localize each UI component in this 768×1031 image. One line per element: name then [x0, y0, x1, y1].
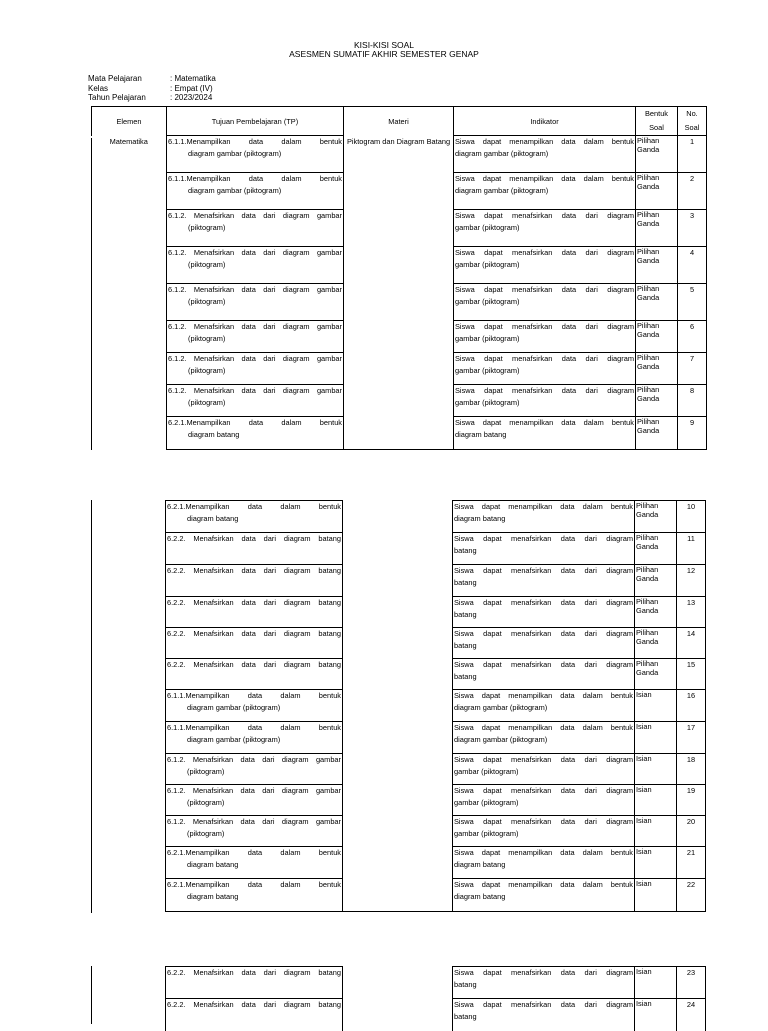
indikator-line-1: Siswa dapat menafsirkan data dari diagram	[455, 386, 634, 395]
cell-elemen	[92, 284, 167, 321]
cell-no-soal: 15	[677, 659, 706, 690]
cell-elemen	[91, 847, 166, 879]
indikator-line-2: gambar (piktogram)	[455, 397, 520, 407]
cell-tujuan-pembelajaran	[166, 999, 343, 1031]
cell-no-soal: 3	[678, 210, 707, 247]
cell-indikator	[453, 785, 635, 816]
indikator-line-1: Siswa dapat menafsirkan data dari diagram	[455, 354, 634, 363]
cell-bentuk-soal: Pilihan Ganda	[636, 136, 678, 173]
cell-elemen	[92, 353, 167, 385]
cell-bentuk-soal: Isian	[635, 879, 677, 912]
cell-tujuan-pembelajaran	[166, 754, 343, 785]
tp-line-2: diagram batang	[188, 429, 240, 439]
cell-materi	[344, 173, 454, 210]
cell-materi	[343, 999, 453, 1031]
document-title: KISI-KISI SOAL	[354, 40, 414, 50]
meta-key: Mata Pelajaran	[88, 74, 142, 83]
tp-line-1: 6.1.2. Menafsirkan data dari diagram gambar	[168, 285, 342, 294]
indikator-line-2: batang	[454, 640, 477, 650]
cell-indikator	[453, 628, 635, 659]
indikator-line-1: Siswa dapat menampilkan data dalam bentuk	[454, 502, 633, 511]
tp-line-2: diagram batang	[187, 513, 239, 523]
cell-elemen	[91, 659, 166, 690]
table-row	[91, 659, 706, 690]
tp-line-1: 6.1.2. Menafsirkan data dari diagram gambar	[168, 211, 342, 220]
cell-indikator	[453, 659, 635, 690]
indikator-line-2: gambar (piktogram)	[455, 222, 520, 232]
table-header	[92, 107, 707, 136]
cell-tujuan-pembelajaran	[166, 533, 343, 565]
cell-materi	[344, 385, 454, 417]
cell-materi	[343, 628, 453, 659]
cell-tujuan-pembelajaran	[166, 722, 343, 754]
cell-tujuan-pembelajaran	[166, 847, 343, 879]
indikator-line-2: diagram gambar (piktogram)	[455, 148, 549, 158]
indikator-line-2: gambar (piktogram)	[455, 259, 520, 269]
table-row	[91, 785, 706, 816]
meta-key: Kelas	[88, 83, 109, 93]
table-row	[91, 816, 706, 847]
cell-elemen	[92, 210, 167, 247]
cell-indikator	[454, 417, 636, 450]
cell-bentuk-soal: Pilihan Ganda	[635, 659, 677, 690]
cell-indikator	[453, 533, 635, 565]
tp-line-1: 6.1.1.Menampilkan data dalam bentuk	[167, 723, 341, 732]
tp-line-2: (piktogram)	[187, 766, 225, 776]
kisi-table-page-2	[91, 500, 706, 912]
cell-materi	[343, 722, 453, 754]
table-body	[91, 967, 706, 1031]
cell-materi	[343, 533, 453, 565]
cell-materi	[343, 501, 453, 533]
cell-bentuk-soal: Isian	[635, 754, 677, 785]
tp-line-2: diagram batang	[187, 891, 239, 901]
tp-line-2: (piktogram)	[188, 365, 226, 375]
cell-elemen	[92, 385, 167, 417]
cell-no-soal: 17	[677, 722, 706, 754]
cell-bentuk-soal: Isian	[635, 967, 677, 999]
cell-indikator	[453, 967, 635, 999]
indikator-line-2: batang	[454, 1011, 477, 1021]
cell-materi	[343, 690, 453, 722]
cell-tujuan-pembelajaran	[166, 785, 343, 816]
table-row	[92, 417, 707, 450]
cell-indikator	[453, 754, 635, 785]
cell-tujuan-pembelajaran	[167, 417, 344, 450]
kisi-table-page-3	[91, 966, 706, 1031]
tp-line-1: 6.2.1.Menampilkan data dalam bentuk	[167, 880, 341, 889]
cell-materi	[343, 879, 453, 912]
cell-materi	[343, 659, 453, 690]
indikator-line-1: Siswa dapat menafsirkan data dari diagram	[454, 968, 633, 977]
cell-indikator	[454, 321, 636, 353]
indikator-line-2: batang	[454, 671, 477, 681]
cell-elemen	[91, 565, 166, 597]
indikator-line-1: Siswa dapat menampilkan data dalam bentuk	[454, 848, 633, 857]
cell-tujuan-pembelajaran	[167, 136, 344, 173]
indikator-line-1: Siswa dapat menafsirkan data dari diagram	[455, 285, 634, 294]
header-tp: Tujuan Pembelajaran (TP)	[167, 107, 344, 136]
table-row	[92, 353, 707, 385]
cell-tujuan-pembelajaran	[166, 879, 343, 912]
cell-bentuk-soal: Pilihan Ganda	[635, 628, 677, 659]
cell-no-soal: 21	[677, 847, 706, 879]
cell-indikator	[453, 565, 635, 597]
cell-materi	[344, 321, 454, 353]
cell-no-soal: 19	[677, 785, 706, 816]
tp-line-1: 6.1.1.Menampilkan data dalam bentuk	[167, 691, 341, 700]
cell-no-soal: 4	[678, 247, 707, 284]
table-row	[92, 136, 707, 173]
cell-bentuk-soal: Pilihan Ganda	[635, 597, 677, 628]
cell-indikator	[454, 353, 636, 385]
tp-line-1: 6.2.2. Menafsirkan data dari diagram batang	[167, 566, 341, 575]
header-no-line: No.	[686, 109, 698, 118]
cell-materi	[343, 785, 453, 816]
cell-bentuk-soal: Pilihan Ganda	[636, 247, 678, 284]
cell-bentuk-soal: Pilihan Ganda	[636, 284, 678, 321]
cell-elemen	[91, 816, 166, 847]
cell-no-soal: 23	[677, 967, 706, 999]
cell-bentuk-soal: Pilihan Ganda	[636, 321, 678, 353]
indikator-line-1: Siswa dapat menampilkan data dalam bentuk	[455, 137, 634, 146]
header-bentuk-line: Bentuk	[644, 109, 668, 118]
table-row	[91, 501, 706, 533]
table-row	[91, 879, 706, 912]
indikator-line-1: Siswa dapat menafsirkan data dari diagram	[454, 566, 633, 575]
meta-row	[88, 93, 216, 103]
cell-indikator	[453, 847, 635, 879]
cell-elemen	[91, 690, 166, 722]
cell-bentuk-soal: Pilihan Ganda	[636, 417, 678, 450]
cell-elemen	[91, 597, 166, 628]
cell-materi	[344, 353, 454, 385]
tp-line-1: 6.1.2. Menafsirkan data dari diagram gambar	[168, 386, 342, 395]
indikator-line-2: gambar (piktogram)	[454, 797, 519, 807]
table-row	[92, 284, 707, 321]
cell-elemen	[91, 999, 166, 1031]
meta-row	[88, 74, 216, 84]
cell-no-soal: 16	[677, 690, 706, 722]
kisi-table-page-1	[91, 106, 707, 450]
cell-tujuan-pembelajaran	[167, 247, 344, 284]
indikator-line-2: gambar (piktogram)	[455, 296, 520, 306]
cell-indikator	[453, 690, 635, 722]
indikator-line-2: batang	[454, 545, 477, 555]
table-row	[91, 754, 706, 785]
cell-no-soal: 6	[678, 321, 707, 353]
cell-no-soal: 2	[678, 173, 707, 210]
tp-line-1: 6.1.2. Menafsirkan data dari diagram gambar	[168, 248, 342, 257]
tp-line-1: 6.1.2. Menafsirkan data dari diagram gambar	[167, 786, 341, 795]
table-row	[91, 628, 706, 659]
tp-line-1: 6.2.2. Menafsirkan data dari diagram batang	[167, 968, 341, 977]
cell-no-soal: 12	[677, 565, 706, 597]
cell-materi	[343, 847, 453, 879]
table-row	[91, 999, 706, 1031]
indikator-line-1: Siswa dapat menafsirkan data dari diagram	[454, 786, 633, 795]
cell-bentuk-soal: Pilihan Ganda	[635, 501, 677, 533]
cell-no-soal: 1	[678, 136, 707, 173]
table-body	[91, 501, 706, 912]
cell-tujuan-pembelajaran	[166, 628, 343, 659]
table-row	[91, 722, 706, 754]
indikator-line-1: Siswa dapat menafsirkan data dari diagram	[454, 629, 633, 638]
cell-indikator	[454, 173, 636, 210]
meta-value: : Empat (IV)	[170, 83, 213, 93]
header-materi: Materi	[344, 107, 454, 136]
table-row	[92, 385, 707, 417]
cell-tujuan-pembelajaran	[166, 597, 343, 628]
cell-tujuan-pembelajaran	[166, 501, 343, 533]
meta-key: Tahun Pelajaran	[88, 93, 146, 102]
cell-no-soal: 7	[678, 353, 707, 385]
tp-line-1: 6.2.2. Menafsirkan data dari diagram batang	[167, 660, 341, 669]
indikator-line-2: batang	[454, 609, 477, 619]
header-indikator: Indikator	[454, 107, 636, 136]
tp-line-2: diagram gambar (piktogram)	[188, 148, 282, 158]
tp-line-1: 6.2.1.Menampilkan data dalam bentuk	[168, 418, 342, 427]
cell-no-soal: 20	[677, 816, 706, 847]
cell-no-soal: 18	[677, 754, 706, 785]
tp-line-1: 6.1.2. Menafsirkan data dari diagram gambar	[168, 354, 342, 363]
cell-tujuan-pembelajaran	[166, 659, 343, 690]
cell-tujuan-pembelajaran	[166, 967, 343, 999]
cell-tujuan-pembelajaran	[167, 210, 344, 247]
indikator-line-1: Siswa dapat menafsirkan data dari diagram	[455, 211, 634, 220]
indikator-line-1: Siswa dapat menafsirkan data dari diagram	[455, 322, 634, 331]
header-bentuk-soal	[636, 107, 678, 136]
indikator-line-1: Siswa dapat menafsirkan data dari diagram	[454, 660, 633, 669]
cell-tujuan-pembelajaran	[167, 321, 344, 353]
tp-line-2: (piktogram)	[188, 397, 226, 407]
cell-elemen	[92, 321, 167, 353]
tp-line-2: (piktogram)	[187, 828, 225, 838]
cell-elemen	[92, 417, 167, 450]
indikator-line-1: Siswa dapat menampilkan data dalam bentuk	[454, 723, 633, 732]
tp-line-1: 6.2.2. Menafsirkan data dari diagram batang	[167, 598, 341, 607]
cell-indikator	[454, 247, 636, 284]
indikator-line-2: diagram batang	[454, 891, 506, 901]
cell-tujuan-pembelajaran	[166, 690, 343, 722]
tp-line-1: 6.1.2. Menafsirkan data dari diagram gambar	[168, 322, 342, 331]
cell-indikator	[453, 999, 635, 1031]
indikator-line-2: diagram batang	[454, 513, 506, 523]
cell-materi	[343, 967, 453, 999]
cell-indikator	[453, 879, 635, 912]
table-row	[91, 533, 706, 565]
cell-tujuan-pembelajaran	[167, 353, 344, 385]
cell-bentuk-soal: Pilihan Ganda	[636, 353, 678, 385]
indikator-line-1: Siswa dapat menafsirkan data dari diagram	[454, 598, 633, 607]
cell-bentuk-soal: Pilihan Ganda	[636, 173, 678, 210]
indikator-line-2: diagram gambar (piktogram)	[454, 734, 548, 744]
cell-elemen	[91, 785, 166, 816]
tp-line-2: (piktogram)	[188, 259, 226, 269]
indikator-line-1: Siswa dapat menafsirkan data dari diagram	[454, 817, 633, 826]
tp-line-2: diagram gambar (piktogram)	[187, 734, 281, 744]
cell-tujuan-pembelajaran	[166, 565, 343, 597]
indikator-line-2: gambar (piktogram)	[455, 333, 520, 343]
indikator-line-1: Siswa dapat menafsirkan data dari diagram	[454, 1000, 633, 1009]
cell-indikator	[453, 722, 635, 754]
header-soal-line: Soal	[649, 123, 664, 132]
indikator-line-2: gambar (piktogram)	[454, 766, 519, 776]
cell-bentuk-soal: Pilihan Ganda	[636, 385, 678, 417]
indikator-line-2: gambar (piktogram)	[455, 365, 520, 375]
tp-line-2: (piktogram)	[188, 296, 226, 306]
indikator-line-1: Siswa dapat menampilkan data dalam bentuk	[455, 418, 634, 427]
cell-elemen: Matematika	[109, 136, 148, 146]
cell-no-soal: 24	[677, 999, 706, 1031]
cell-bentuk-soal: Isian	[635, 999, 677, 1031]
cell-elemen	[91, 533, 166, 565]
cell-no-soal: 10	[677, 501, 706, 533]
tp-line-2: (piktogram)	[188, 333, 226, 343]
cell-materi	[344, 417, 454, 450]
cell-no-soal: 14	[677, 628, 706, 659]
cell-materi	[343, 816, 453, 847]
cell-indikator	[453, 597, 635, 628]
cell-elemen	[91, 501, 166, 533]
cell-indikator	[454, 136, 636, 173]
indikator-line-2: diagram gambar (piktogram)	[455, 185, 549, 195]
cell-no-soal: 13	[677, 597, 706, 628]
cell-materi: Piktogram dan Diagram Batang	[344, 136, 454, 173]
header-soal-line: Soal	[684, 123, 700, 132]
cell-bentuk-soal: Pilihan Ganda	[635, 565, 677, 597]
cell-bentuk-soal: Isian	[635, 722, 677, 754]
cell-indikator	[453, 501, 635, 533]
table-row	[91, 690, 706, 722]
indikator-line-2: gambar (piktogram)	[454, 828, 519, 838]
cell-materi	[344, 247, 454, 284]
tp-line-1: 6.2.1.Menampilkan data dalam bentuk	[167, 848, 341, 857]
meta-value: : 2023/2024	[170, 93, 213, 102]
meta-value: : Matematika	[170, 74, 216, 83]
cell-tujuan-pembelajaran	[166, 816, 343, 847]
table-row	[92, 210, 707, 247]
indikator-line-2: diagram gambar (piktogram)	[454, 702, 548, 712]
cell-elemen	[91, 879, 166, 912]
cell-elemen	[91, 722, 166, 754]
tp-line-1: 6.2.2. Menafsirkan data dari diagram batang	[167, 534, 341, 543]
indikator-line-2: batang	[454, 979, 477, 989]
tp-line-1: 6.1.1.Menampilkan data dalam bentuk	[168, 137, 342, 146]
tp-line-1: 6.2.2. Menafsirkan data dari diagram batang	[167, 629, 341, 638]
table-row	[92, 321, 707, 353]
cell-no-soal: 11	[677, 533, 706, 565]
cell-tujuan-pembelajaran	[167, 284, 344, 321]
indikator-line-1: Siswa dapat menafsirkan data dari diagram	[454, 755, 633, 764]
tp-line-2: diagram batang	[187, 859, 239, 869]
tp-line-1: 6.1.2. Menafsirkan data dari diagram gambar	[167, 817, 341, 826]
cell-materi	[343, 754, 453, 785]
document-subtitle: ASESMEN SUMATIF AKHIR SEMESTER GENAP	[289, 49, 479, 59]
indikator-line-1: Siswa dapat menampilkan data dalam bentuk	[454, 880, 633, 889]
header-no-soal	[678, 107, 707, 136]
cell-tujuan-pembelajaran	[167, 173, 344, 210]
cell-bentuk-soal: Isian	[635, 816, 677, 847]
cell-no-soal: 22	[677, 879, 706, 912]
cell-bentuk-soal: Pilihan Ganda	[635, 533, 677, 565]
cell-bentuk-soal: Isian	[635, 785, 677, 816]
table-row	[91, 597, 706, 628]
cell-elemen	[91, 967, 166, 999]
cell-indikator	[454, 385, 636, 417]
table-row	[92, 173, 707, 210]
table-body	[92, 136, 707, 450]
indikator-line-2: diagram batang	[455, 429, 507, 439]
meta-row	[88, 84, 216, 94]
indikator-line-1: Siswa dapat menafsirkan data dari diagram	[454, 534, 633, 543]
indikator-line-1: Siswa dapat menafsirkan data dari diagram	[455, 248, 634, 257]
cell-materi	[343, 565, 453, 597]
cell-elemen	[92, 173, 167, 210]
cell-indikator	[454, 210, 636, 247]
table-row	[91, 847, 706, 879]
indikator-line-1: Siswa dapat menampilkan data dalam bentuk	[454, 691, 633, 700]
cell-bentuk-soal: Isian	[635, 847, 677, 879]
cell-materi	[344, 284, 454, 321]
tp-line-1: 6.2.1.Menampilkan data dalam bentuk	[167, 502, 341, 511]
indikator-line-2: batang	[454, 577, 477, 587]
cell-elemen	[91, 628, 166, 659]
meta-info	[88, 74, 216, 103]
indikator-line-2: diagram batang	[454, 859, 506, 869]
tp-line-1: 6.1.2. Menafsirkan data dari diagram gambar	[167, 755, 341, 764]
cell-elemen	[91, 754, 166, 785]
cell-indikator	[453, 816, 635, 847]
cell-no-soal: 8	[678, 385, 707, 417]
header-elemen: Elemen	[92, 107, 167, 136]
cell-materi	[343, 597, 453, 628]
tp-line-2: (piktogram)	[188, 222, 226, 232]
tp-line-1: 6.2.2. Menafsirkan data dari diagram batang	[167, 1000, 341, 1009]
cell-indikator	[454, 284, 636, 321]
cell-elemen	[92, 247, 167, 284]
table-row	[91, 967, 706, 999]
indikator-line-1: Siswa dapat menampilkan data dalam bentuk	[455, 174, 634, 183]
cell-no-soal: 5	[678, 284, 707, 321]
tp-line-2: diagram gambar (piktogram)	[187, 702, 281, 712]
table-row	[91, 565, 706, 597]
tp-line-2: (piktogram)	[187, 797, 225, 807]
cell-tujuan-pembelajaran	[167, 385, 344, 417]
cell-bentuk-soal: Isian	[635, 690, 677, 722]
cell-no-soal: 9	[678, 417, 707, 450]
tp-line-2: diagram gambar (piktogram)	[188, 185, 282, 195]
tp-line-1: 6.1.1.Menampilkan data dalam bentuk	[168, 174, 342, 183]
table-row	[92, 247, 707, 284]
cell-materi	[344, 210, 454, 247]
cell-bentuk-soal: Pilihan Ganda	[636, 210, 678, 247]
